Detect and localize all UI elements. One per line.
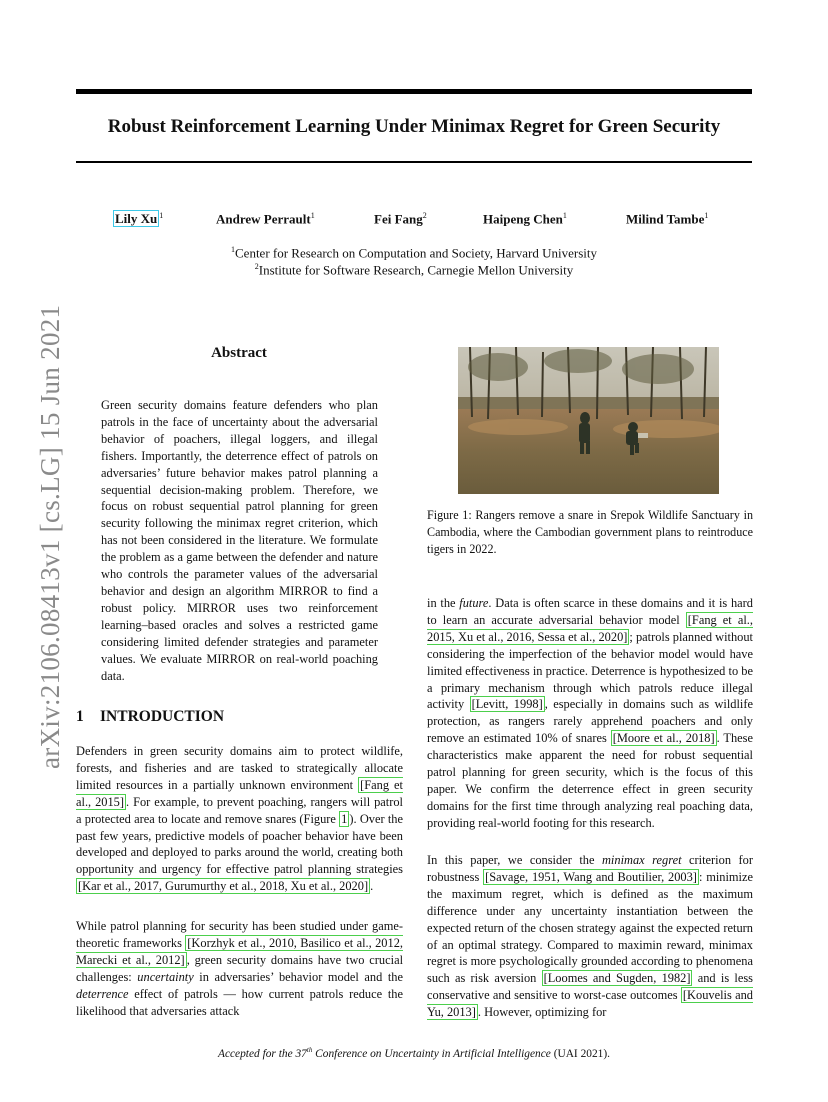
intro-paragraph-1: Defenders in green security domains aim to protect wildlife, forests, and fisheries and are tasked to strategically allocate limited resources in a partially unknown environment [Fang et al., 2015] . For example, to prevent poaching, rangers will patrol a protected area to locate and remove snares (Figure 1 ). Over the past few years, predictive models of poacher behavior have been developed and deployed to parks around the world, creating both opportunity and urgency for effective patrol planning strategies [Kar et al., 2017, Gurumurthy et al., 2018, Xu et al., 2020] . <box>76 744 403 894</box>
author-3: Fei Fang$^2$ <box>374 211 427 227</box>
abstract-text: Green security domains feature defenders who plan patrols in the face of uncertainty about the adversarial behavior of poachers, illegal loggers, and illegal fishers. Importantly, the deterrence effect of patrols on adversaries’ future behavior makes patrol planning a sequential decision-making problem. Therefore, we focus on robust sequential patrol planning for green security following the minimax regret criterion, which has not been considered in the literature. We formulate the problem as a game between the defender and nature who controls the parameter values of the adversarial behavior and design an algorithm MIRROR to find a robust policy. MIRROR uses two reinforcement learning–based oracles and solves a restricted game considering limited defender strategies and parameter values. We evaluate MIRROR on real-world poaching data. <box>101 398 378 683</box>
affiliation-2: $^2$Institute for Software Research, Carnegie Mellon University <box>254 262 574 278</box>
footer-note: Accepted for the 37th Conference on Uncertainty in Artificial Intelligence (UAI 2021). <box>217 1046 610 1060</box>
author-1[interactable]: Lily Xu $^1$ <box>115 211 164 227</box>
abstract-heading: Abstract <box>211 345 267 361</box>
citation[interactable]: [Savage, 1951, Wang and Boutilier, 2003] <box>485 869 697 884</box>
arxiv-stamp: arXiv:2106.08413v1 [cs.LG] 15 Jun 2021 <box>35 304 65 769</box>
right-paragraph-2: In this paper, we consider the minimax regret criterion for robustness [Savage, 1951, Wang and Boutilier, 2003] : minimize the maximum regret, which is defined as the maximum difference under any uncertainty instantiation between the expected return of the chosen strategy against the expected return of an optimal strategy. Compared to maximin reward, minimax regret is more psychologically grounded according to phenomena such as risk aversion [Loomes and Sugden, 1982] and is less conservative and sensitive to worst-case outcomes [Kouvelis and Yu, 2013] . However, optimizing for <box>427 853 754 1020</box>
citation[interactable]: [Loomes and Sugden, 1982] <box>543 971 691 986</box>
affiliation-1: $^1$Center for Research on Computation and Society, Harvard University <box>231 245 597 261</box>
author-list <box>76 211 752 231</box>
figure-ref[interactable]: 1 <box>341 811 348 826</box>
citation[interactable]: [Kar et al., 2017, Gurumurthy et al., 2018, Xu et al., 2020] <box>78 879 369 894</box>
citation[interactable]: [Levitt, 1998] <box>471 697 543 712</box>
author-5: Milind Tambe$^1$ <box>626 211 709 227</box>
top-rule <box>76 89 752 94</box>
right-paragraph-1: in the future. Data is often scarce in these domains and it is hard to learn an accurate adversarial behavior model [Fang et al., 2015, Xu et al., 2016, Sessa et al., 2020] ; patrols planned without considering the imperfection of the behavior model would have limited effectiveness in practice. Deterrence is hypothesized to be a primary mechanism through which patrols reduce illegal activity [Levitt, 1998] , especially in domains such as wildlife protection, as rangers rarely apprehend poachers and only remove an estimated 10% of snares [Moore et al., 2018] . These characteristics make apparent the need for robust sequential patrol planning for green security, which is the focus of this paper. We confirm the deterrence effect in green security domains for the first time through analyzing real poaching data, providing real-world footing for this research. <box>427 596 754 830</box>
figure-1-photo <box>458 347 719 494</box>
citation[interactable]: [Fang et al., 2015, Xu et al., 2016, Sessa et al., 2020] <box>427 612 753 644</box>
author-4: Haipeng Chen$^1$ <box>483 211 567 227</box>
citation[interactable]: [Kouvelis and Yu, 2013] <box>427 988 754 1020</box>
section-heading: 1 INTRODUCTION <box>76 708 225 725</box>
figure-caption: Figure 1: Rangers remove a snare in Srepok Wildlife Sanctuary in Cambodia, where the Cambodian government plans to reintroduce tigers in 2022. <box>427 508 753 556</box>
title-rule <box>76 161 752 163</box>
intro-paragraph-2: While patrol planning for security has been studied under game-theoretic frameworks [Korzhyk et al., 2010, Basilico et al., 2012, Marecki et al., 2012] , green security domains have two crucial challenges: uncertainty in adversaries’ behavior model and the deterrence effect of patrols — how current patrols reduce the likelihood that adversaries attack <box>76 919 404 1018</box>
author-1-name[interactable]: Lily Xu <box>115 211 158 227</box>
author-2: Andrew Perrault$^1$ <box>216 211 315 227</box>
paper-title: Robust Reinforcement Learning Under Minimax Regret for Green Security <box>107 116 721 137</box>
citation[interactable]: [Fang et al., 2015] <box>76 777 403 809</box>
citation[interactable]: [Moore et al., 2018] <box>612 731 715 746</box>
citation[interactable]: [Korzhyk et al., 2010, Basilico et al., 2012, Marecki et al., 2012] <box>76 935 403 967</box>
